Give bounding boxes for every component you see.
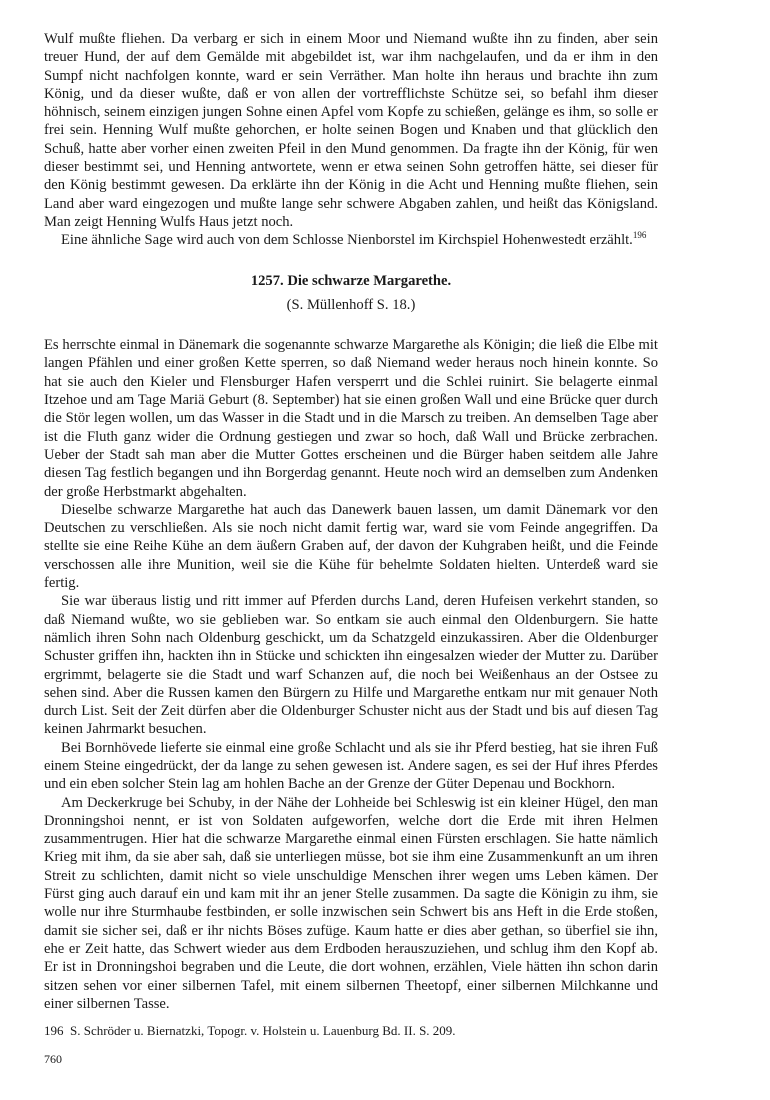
section-paragraph-2: Dieselbe schwarze Margarethe hat auch das Danewerk bauen lassen, um damit Dänemark vor den Deutschen zu verschließen. Als sie noch nicht damit fertig war, ward sie vom Feinde angegriffen. Da stellte sie eine Reihe Kühe an dem äußern Graben auf, der davon der Kuhgraben heißt, und die Feinde verschossen alle ihre Munition, weil sie die Kühe für behelmte Soldaten hielten. Unterdeß ward sie fertig. — [44, 501, 658, 592]
footnote-text: S. Schröder u. Biernatzki, Topogr. v. Holstein u. Lauenburg Bd. II. S. 209. — [70, 1023, 456, 1039]
section-source: (S. Müllenhoff S. 18.) — [286, 296, 416, 313]
intro-paragraph-2-text: Eine ähnliche Sage wird auch von dem Schlosse Nienborstel im Kirchspiel Hohenwestedt erzählt. — [61, 232, 633, 249]
footnote — [44, 1023, 658, 1039]
section-paragraph-5: Am Deckerkruge bei Schuby, in der Nähe der Lohheide bei Schleswig ist ein kleiner Hügel, den man Dronningshoi nennt, er ist von Soldaten aufgeworfen, welche dort die Erde mit ihren Helmen zusammentrugen. Hier hat die schwarze Margarethe einmal einen Fürsten erschlagen. Sie hatte nämlich Krieg mit ihm, da sie aber sah, daß sie unterliegen müsse, bot sie ihm eine Zusammenkunft an um ihren Streit zu schlichten, damit nicht so viele unschuldige Menschen ihrer wegen ums Leben kämen. Der Fürst ging auch darauf ein und kam mit ihr an jener Stelle zusammen. Da sagte die Königin zu ihm, sie wolle nur ihre Sturmhaube festbinden, er solle inzwischen sein Schwert bis ans Heft in die Erde stoßen, damit sie sicher sei, daß er ihr nichts Böses zufüge. Kaum hatte er dies aber gethan, so überfiel sie ihn, ehe er Zeit hatte, das Schwert wieder aus dem Erdboden herauszuziehen, und schlug ihm den Kopf ab. Er ist in Dronningshoi begraben und die Leute, die dort wohnen, erzählen, Viele hätten ihn schon darin sitzen sehen vor einer silbernen Tafel, mit einem silbernen Theetopf, einer silbernen Milchkanne und einer silbernen Tasse. — [44, 794, 658, 1012]
section-title: 1257. Die schwarze Margarethe. — [250, 272, 452, 289]
section-paragraph-1: Es herrschte einmal in Dänemark die sogenannte schwarze Margarethe als Königin; die ließ die Elbe mit langen Pfählen und einer großen Kette sperren, so daß Niemand weder heraus noch hinein konnte. So hat sie auch den Kieler und Flensburger Hafen versperrt und die Schlei ruinirt. Sie belagerte einmal Itzehoe und am Tage Mariä Geburt (8. September) hat sie einen großen Wall und eine Brücke quer durch die Stör legen wollen, um das Wasser in die Stadt und in die Marsch zu treiben. An demselben Tage aber ist die Fluth ganz wider die Ordnung gestiegen und zwar so hoch, daß Wall und Brücke zerbrachen. Ueber der Stadt sah man aber die Mutter Gottes erscheinen und die Bürger haben seitdem alle Jahre diesen Tag festlich begangen und ihn Borgerdag genannt. Heute noch wird an demselben zum Andenken der große Herbstmarkt abgehalten. — [44, 337, 658, 500]
footnote-reference: 196 — [632, 230, 647, 241]
intro-paragraph-2 — [44, 231, 658, 249]
page-number: 760 — [44, 1052, 62, 1066]
footnote-number: 196 — [44, 1023, 64, 1039]
intro-paragraph-1: Wulf mußte fliehen. Da verbarg er sich in einem Moor und Niemand wußte ihn zu finden, aber sein treuer Hund, der auf dem Gemälde mit abgebildet ist, war ihm nachgelaufen, und da er ihm in den Sumpf nicht nachfolgen konnte, ward er sein Verräther. Man holte ihn heraus und brachte ihn zum König, und da dieser wußte, daß er von allen der vortrefflichste Schütze sei, so befahl ihm dieser höhnisch, seinem einzigen jungen Sohne einen Apfel vom Kopfe zu schießen, gelänge es ihm, so solle er frei sein. Henning Wulf mußte gehorchen, er holte seinen Bogen und Knaben und that glücklich den Schuß, hatte aber vorher einen zweiten Pfeil in den Mund genommen. Da fragte ihn der König, für wen dieser bestimmt sei, und Henning antwortete, wenn er etwa seinen Sohn getroffen hätte, sei dieser für den König bestimmt gewesen. Da erklärte ihn der König in die Acht und Henning mußte fliehen, sein Land aber ward eingezogen und mußte lange sehr schwere Abgaben zahlen, und heißt das Königsland. Man zeigt Henning Wulfs Haus jetzt noch. — [44, 31, 658, 230]
section-paragraph-4: Bei Bornhövede lieferte sie einmal eine große Schlacht und als sie ihr Pferd bestieg, hat sie ihren Fuß einem Steine eingedrückt, der da lange zu sehen gewesen ist. Andere sagen, es sei der Huf ihres Pferdes und ein eben solcher Stein lag am hohlen Bache an der Grenze der Güter Depenau und Bockhorn. — [44, 739, 658, 793]
section-paragraph-3: Sie war überaus listig und ritt immer auf Pferden durchs Land, deren Hufeisen verkehrt standen, so daß Niemand wußte, wo sie geblieben war. So entkam sie auch einmal den Oldenburgern. Sie hatte nämlich ihren Sohn nach Oldenburg geschickt, um da Schatzgeld einzukassiren. Aber die Oldenburger Schuster griffen ihn, hackten ihn in Stücke und schickten ihn eingesalzen wieder der Mutter zu. Darüber ergrimmt, belagerte sie die Stadt und warf Schanzen auf, die noch bei Weißenhaus an der Ostsee zu sehen sind. Aber die Russen kamen den Bürgern zu Hilfe und Margarethe entkam nur mit genauer Noth durch List. Seit der Zeit dürfen aber die Oldenburger Schuster nicht aus der Stadt und bis auf diesen Tag keinen Jahrmarkt besuchen. — [44, 593, 658, 738]
page-body — [44, 30, 658, 1039]
